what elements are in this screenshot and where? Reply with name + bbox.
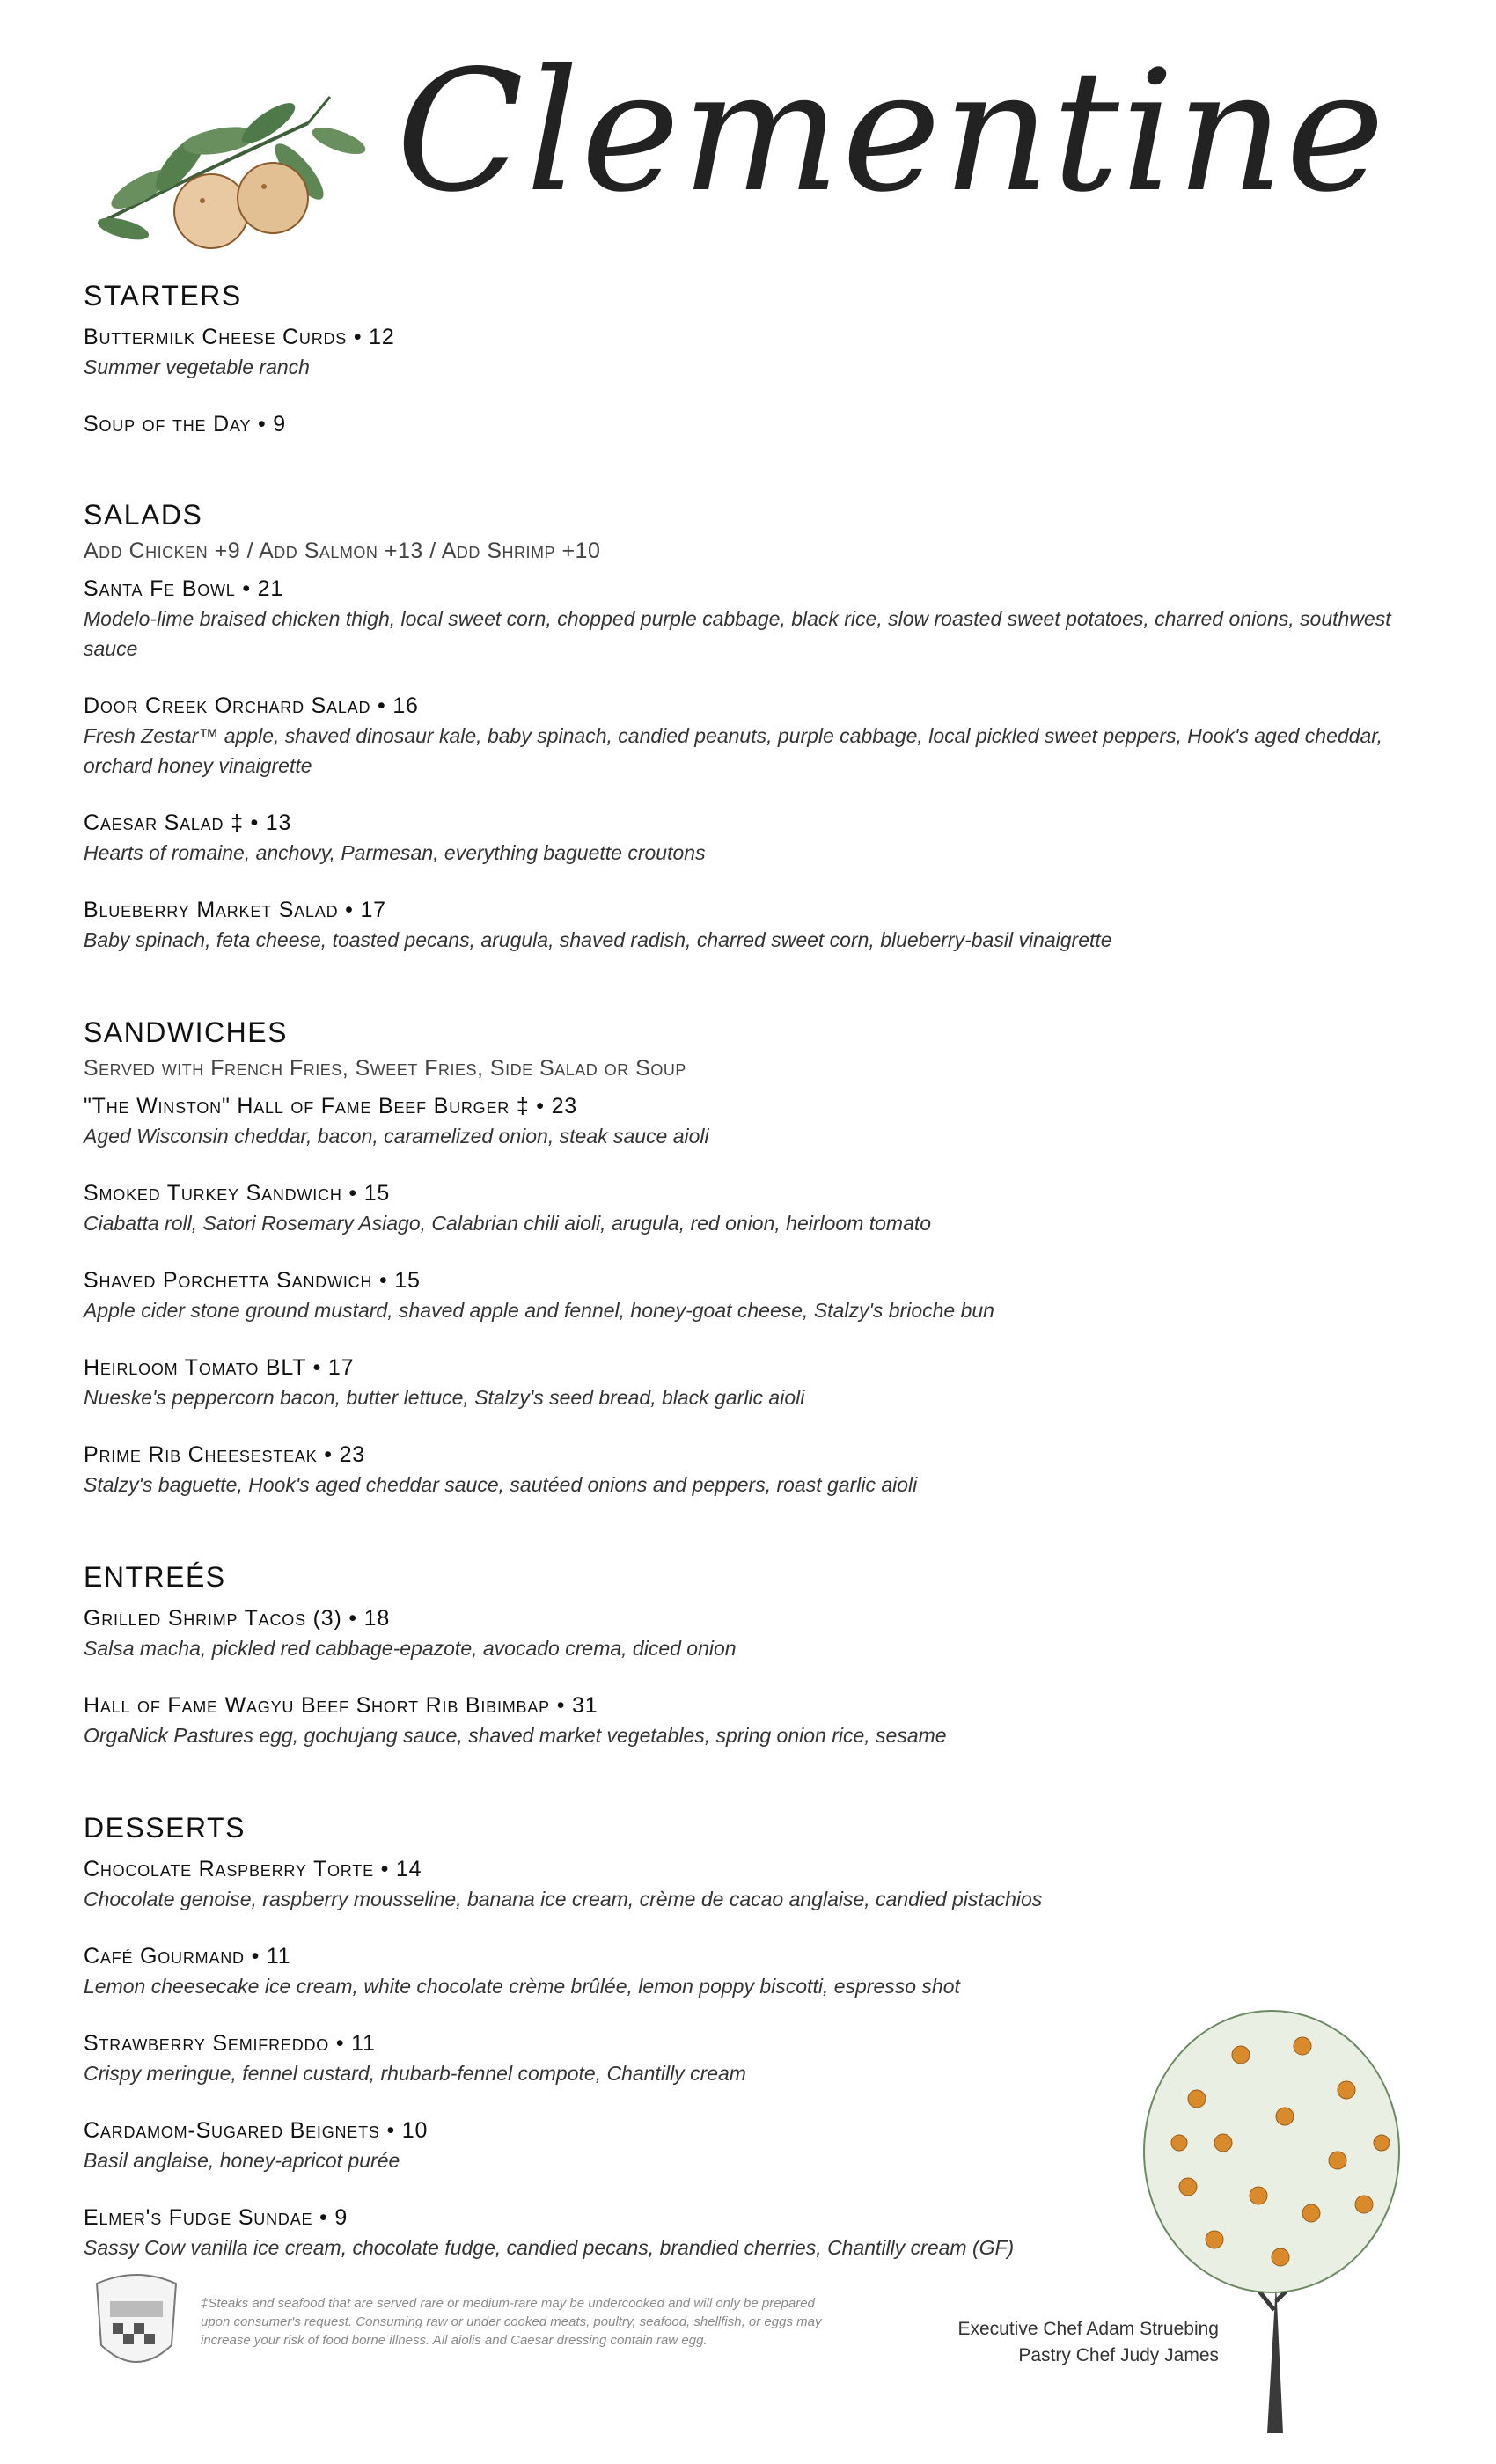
- restaurant-title: Clementine: [396, 34, 1387, 229]
- menu-item: [84, 576, 1412, 664]
- item-name-price: Chocolate Raspberry Torte • 14: [84, 1857, 422, 1881]
- executive-chef: Executive Chef Adam Struebing: [957, 2319, 1219, 2339]
- section-note: Served with French Fries, Sweet Fries, Side Salad or Soup: [84, 1056, 686, 1081]
- menu-item: [84, 810, 1412, 868]
- menu-header: [0, 0, 1496, 282]
- section-starters: [84, 280, 1412, 437]
- item-description: Stalzy's baguette, Hook's aged cheddar sauce, sautéed onions and peppers, roast garlic aioli: [84, 1473, 918, 1496]
- menu-item: [84, 898, 1412, 955]
- item-name-price: Blueberry Market Salad • 17: [84, 898, 386, 922]
- section-title: DESSERTS: [84, 1812, 246, 1844]
- item-description: Sassy Cow vanilla ice cream, chocolate fudge, candied pecans, brandied cherries, Chantilly cream (GF): [84, 2236, 1015, 2259]
- menu-item: [84, 1094, 1412, 1151]
- item-name-price: Shaved Porchetta Sandwich • 15: [84, 1268, 421, 1293]
- chef-credits: [845, 2316, 1219, 2369]
- item-description: Basil anglaise, honey-apricot purée: [84, 2149, 400, 2172]
- item-name-price: Heirloom Tomato BLT • 17: [84, 1355, 355, 1380]
- item-description: Salsa macha, pickled red cabbage-epazote, avocado crema, diced onion: [84, 1637, 737, 1660]
- item-description: Aged Wisconsin cheddar, bacon, caramelized onion, steak sauce aioli: [84, 1125, 709, 1148]
- item-description: Summer vegetable ranch: [84, 356, 310, 378]
- menu-item: [84, 1693, 1412, 1750]
- item-name-price: Caesar Salad ‡ • 13: [84, 810, 292, 835]
- section-title: STARTERS: [84, 280, 242, 312]
- menu-item: [84, 1181, 1412, 1238]
- section-note: Add Chicken +9 / Add Salmon +13 / Add Shrimp +10: [84, 539, 601, 563]
- item-name-price: Buttermilk Cheese Curds • 12: [84, 325, 395, 349]
- menu-item: [84, 1606, 1412, 1663]
- section-title: SALADS: [84, 499, 203, 531]
- item-name-price: Soup of the Day • 9: [84, 412, 286, 436]
- section-entrees: [84, 1561, 1412, 1750]
- menu-item: [84, 325, 1412, 382]
- item-name-price: Café Gourmand • 11: [84, 1944, 291, 1969]
- item-description: Chocolate genoise, raspberry mousseline, banana ice cream, crème de cacao anglaise, candied pistachios: [84, 1888, 1043, 1910]
- item-name-price: Cardamom-Sugared Beignets • 10: [84, 2118, 429, 2143]
- item-description: Ciabatta roll, Satori Rosemary Asiago, Calabrian chili aioli, arugula, red onion, heirloom tomato: [84, 1212, 932, 1235]
- pastry-chef: Pastry Chef Judy James: [1018, 2345, 1219, 2365]
- food-safety-disclaimer: ‡Steaks and seafood that are served rare or medium-rare may be undercooked and will only be prepared upon consumer's request. Consuming raw or under cooked meats, poultry, seafood, shellfish, or eggs may increase your risk of food borne illness. All aiolis and Caesar dressing contain raw egg.: [201, 2296, 822, 2348]
- item-name-price: Door Creek Orchard Salad • 16: [84, 693, 419, 718]
- menu-item: [84, 1442, 1412, 1500]
- item-description: Lemon cheesecake ice cream, white chocolate crème brûlée, lemon poppy biscotti, espresso shot: [84, 1975, 960, 1998]
- item-description: Baby spinach, feta cheese, toasted pecans, arugula, shaved radish, charred sweet corn, blueberry-basil vinaigrette: [84, 928, 1112, 951]
- section-salads: [84, 499, 1412, 955]
- item-name-price: Strawberry Semifreddo • 11: [84, 2031, 376, 2056]
- menu-item: [84, 1355, 1412, 1412]
- item-description: Fresh Zestar™ apple, shaved dinosaur kale, baby spinach, candied peanuts, purple cabbage, local pickled sweet peppers, Hook's aged cheddar, orchard honey vinaigrette: [84, 724, 1383, 777]
- clementine-branch-icon: [88, 88, 378, 273]
- item-name-price: Prime Rib Cheesesteak • 23: [84, 1442, 365, 1467]
- crest-icon: [88, 2266, 185, 2380]
- menu-footer: [0, 2253, 1496, 2464]
- item-name-price: Smoked Turkey Sandwich • 15: [84, 1181, 391, 1206]
- section-title: ENTREÉS: [84, 1561, 226, 1593]
- item-description: Hearts of romaine, anchovy, Parmesan, everything baguette croutons: [84, 841, 706, 864]
- item-description: OrgaNick Pastures egg, gochujang sauce, shaved market vegetables, spring onion rice, sesame: [84, 1724, 947, 1747]
- item-name-price: Hall of Fame Wagyu Beef Short Rib Bibimbap • 31: [84, 1693, 598, 1718]
- item-description: Crispy meringue, fennel custard, rhubarb-fennel compote, Chantilly cream: [84, 2062, 746, 2085]
- menu-item: [84, 412, 1412, 437]
- item-description: Nueske's peppercorn bacon, butter lettuce, Stalzy's seed bread, black garlic aioli: [84, 1386, 805, 1409]
- section-sandwiches: [84, 1016, 1412, 1500]
- item-description: Modelo-lime braised chicken thigh, local sweet corn, chopped purple cabbage, black rice, slow roasted sweet potatoes, charred onions, southwest sauce: [84, 607, 1391, 660]
- item-name-price: Grilled Shrimp Tacos (3) • 18: [84, 1606, 391, 1631]
- item-description: Apple cider stone ground mustard, shaved apple and fennel, honey-goat cheese, Stalzy's brioche bun: [84, 1299, 994, 1322]
- item-name-price: Elmer's Fudge Sundae • 9: [84, 2205, 348, 2230]
- menu-item: [84, 1857, 1412, 1914]
- item-name-price: "The Winston" Hall of Fame Beef Burger ‡ • 23: [84, 1094, 577, 1118]
- section-title: SANDWICHES: [84, 1016, 288, 1048]
- item-name-price: Santa Fe Bowl • 21: [84, 576, 284, 601]
- menu-item: [84, 693, 1412, 781]
- menu-item: [84, 1268, 1412, 1325]
